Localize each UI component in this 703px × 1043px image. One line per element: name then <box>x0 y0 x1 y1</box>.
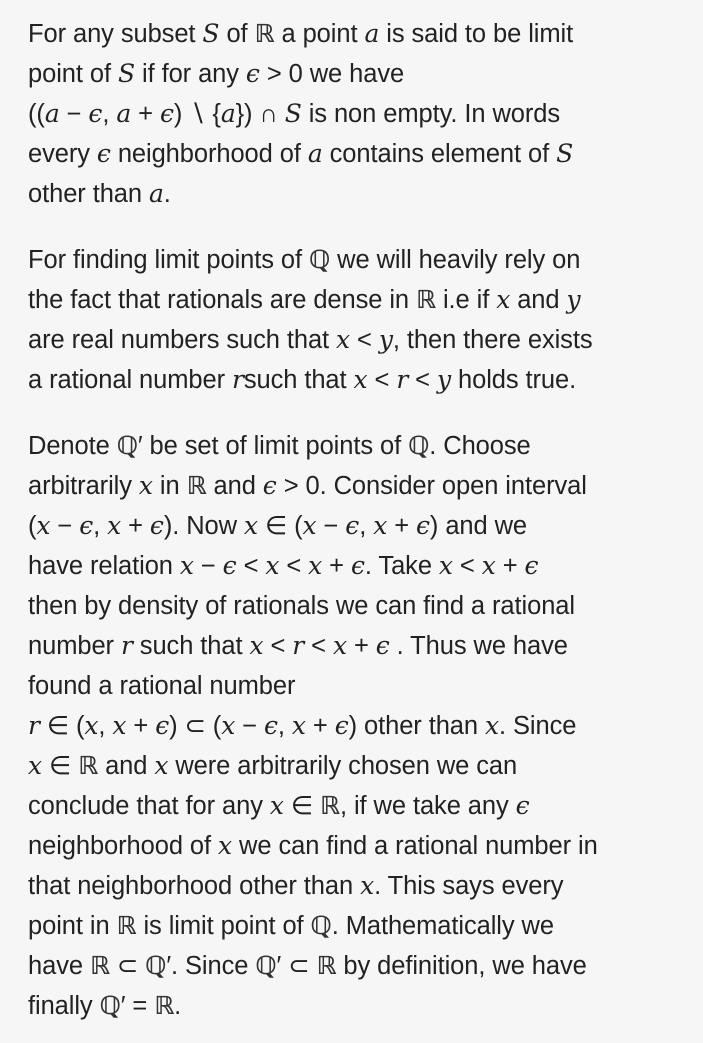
text-line: For finding limit points of ℚ we will heavily rely on <box>28 245 581 274</box>
text-line: the fact that rationals are dense in ℝ i.e if 𝑥 and 𝑦 <box>28 285 581 314</box>
paragraph-proof <box>28 426 693 1026</box>
text-line: point in ℝ is limit point of ℚ. Mathematically we <box>28 911 554 940</box>
text-line: found a rational number <box>28 672 296 700</box>
text-line: are real numbers such that 𝑥 < 𝑦, then there exists <box>28 325 593 354</box>
text-line: that neighborhood other than 𝑥. This says every <box>28 871 564 900</box>
text-line: then by density of rationals we can find a rational <box>28 592 575 620</box>
text-line: ((𝑎 − 𝜖, 𝑎 + 𝜖) ∖ {𝑎}) ∩ 𝑆 is non empty. In words <box>28 99 561 128</box>
text-line: For any subset 𝑆 of ℝ a point 𝑎 is said to be limit <box>28 19 574 48</box>
text-line: every 𝜖 neighborhood of 𝑎 contains element of 𝑆 <box>28 139 574 168</box>
text-line: finally ℚ′ = ℝ. <box>28 991 182 1020</box>
text-line: 𝑟 ∈ (𝑥, 𝑥 + 𝜖) ⊂ (𝑥 − 𝜖, 𝑥 + 𝜖) other than 𝑥. Since <box>28 711 577 740</box>
text-line: have relation 𝑥 − 𝜖 < 𝑥 < 𝑥 + 𝜖. Take 𝑥 < 𝑥 + 𝜖 <box>28 551 539 580</box>
text-line: point of 𝑆 if for any 𝜖 > 0 we have <box>28 59 405 88</box>
text-line: conclude that for any 𝑥 ∈ ℝ, if we take any 𝜖 <box>28 791 530 820</box>
text-line: number 𝑟 such that 𝑥 < 𝑟 < 𝑥 + 𝜖 . Thus we have <box>28 631 568 660</box>
text-line: 𝑥 ∈ ℝ and 𝑥 were arbitrarily chosen we can <box>28 751 518 780</box>
text-line: other than 𝑎. <box>28 179 171 208</box>
text-line: have ℝ ⊂ ℚ′. Since ℚ′ ⊂ ℝ by definition, we have <box>28 951 587 980</box>
text-line: arbitrarily 𝑥 in ℝ and 𝜖 > 0. Consider open interval <box>28 471 587 500</box>
text-line: a rational number 𝑟such that 𝑥 < 𝑟 < 𝑦 holds true. <box>28 365 577 394</box>
text-line: neighborhood of 𝑥 we can find a rational number in <box>28 831 598 860</box>
paragraph-limit-point-definition <box>28 14 693 214</box>
text-line: Denote ℚ′ be set of limit points of ℚ. Choose <box>28 431 531 460</box>
paragraph-density-of-rationals <box>28 240 693 400</box>
text-line: (𝑥 − 𝜖, 𝑥 + 𝜖). Now 𝑥 ∈ (𝑥 − 𝜖, 𝑥 + 𝜖) and we <box>28 511 528 540</box>
